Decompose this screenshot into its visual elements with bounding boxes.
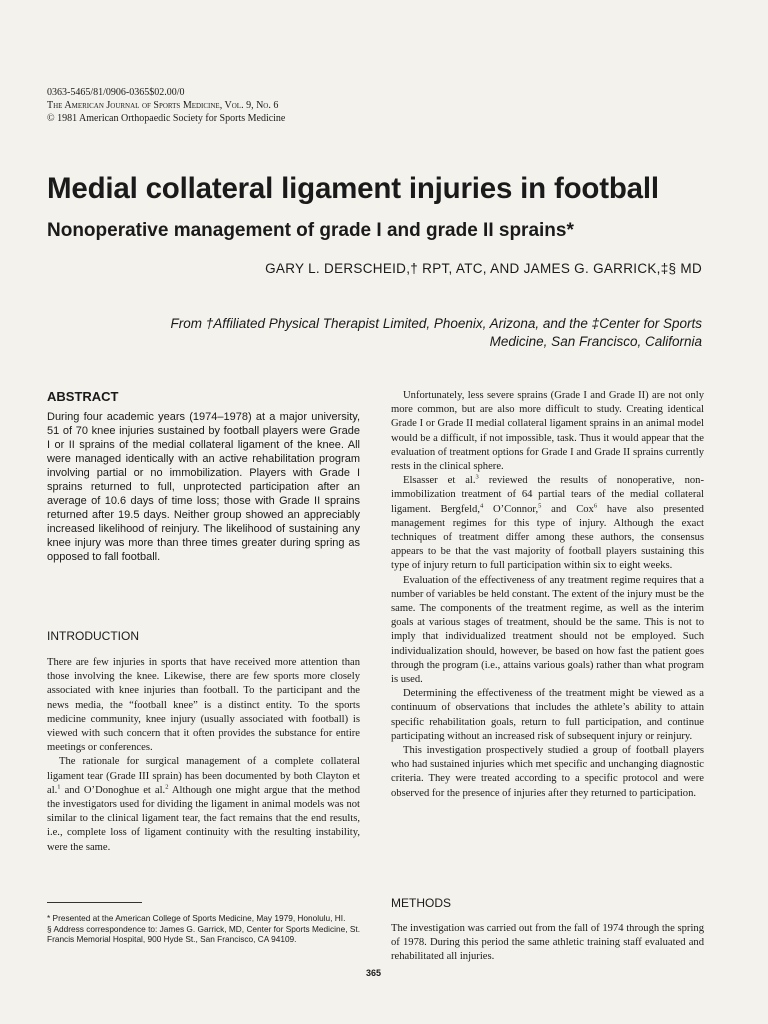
affiliation-line-2: Medicine, San Francisco, California xyxy=(489,334,702,349)
journal-header xyxy=(47,86,285,125)
reference-marker: 3 xyxy=(475,473,479,481)
footnote-1: * Presented at the American College of Sports Medicine, May 1979, Honolulu, HI. xyxy=(47,913,346,923)
intro-paragraph-1: There are few injuries in sports that have received more attention than those involving the knee. Likewise, there are few sports more closely associated with knee injuries than football. To the participant and the news media, the “football knee” is a distinct entity. To the sports medicine community, knee injury (usually associated with football) is viewed with such concern that it often provides the substance for entire meetings or conferences. xyxy=(47,657,360,754)
article-subtitle: Nonoperative management of grade I and grade II sprains* xyxy=(47,220,574,241)
methods-body xyxy=(391,922,704,965)
right-paragraph-2: Elsasser et al.$^3$ reviewed the results of nonoperative, non-immobilization treatment of 64 partial tears of the medial collateral ligament. Bergfeld,$^4$ O’Connor,$^5$ and Cox$^6$ have also presented management regimes for this type of injury. Although the exact techniques of treatment differ among these authors, the consensus appears to be that the vast majority of football players sustaining this type of injury return to full participation within six to eight weeks. xyxy=(391,473,704,572)
methods-heading: METHODS xyxy=(391,896,451,910)
journal-line: The American Journal of Sports Medicine, Vol. 9, No. 6 xyxy=(47,100,279,111)
affiliation xyxy=(47,315,702,351)
page-number: 365 xyxy=(366,968,382,978)
copyright-line: © 1981 American Orthopaedic Society for Sports Medicine xyxy=(47,113,286,124)
introduction-heading: INTRODUCTION xyxy=(47,629,139,643)
reference-marker: 4 xyxy=(479,502,484,510)
authors: GARY L. DERSCHEID,† RPT, ATC, AND JAMES G. GARRICK,‡§ MD xyxy=(265,261,702,276)
methods-paragraph-1: The investigation was carried out from the fall of 1974 through the spring of 1978. During this period the same athletic training staff evaluated and rehabilitated all injuries. xyxy=(391,923,704,963)
article-title: Medial collateral ligament injuries in football xyxy=(47,172,659,205)
right-paragraph-3: Evaluation of the effectiveness of any treatment regime requires that a number of variables be held constant. The extent of the injury must be the same. The components of the treatment regime, as well as the interim goals at various stages of treatment, should be the same. This is not to imply that individualized treatment should not be employed. Such individualization should, however, be based on how fast the patient goes through the program (i.e., attains various goals) rather than what program is used. xyxy=(391,574,704,686)
abstract-text: During four academic years (1974–1978) at a major university, 51 of 70 knee injuries sustained by football players were Grade I or II sprains of the medial collateral ligament of the knee. All were managed identically with an active rehabilitation program involving partial or no immobilization. Players with Grade I sprains returned to full, unprotected participation after an average of 10.6 days of time loss; those with Grade II sprains returned after 19.5 days. Neither group showed an appreciably increased likelihood of reinjury. The likelihood of sustaining any knee injury was more than three times greater during spring as opposed to fall football. xyxy=(47,411,360,563)
introduction-body xyxy=(47,656,360,855)
footnote-divider xyxy=(47,902,142,903)
reference-marker: 6 xyxy=(593,502,598,510)
intro-paragraph-2: The rationale for surgical management of a complete collateral ligament tear (Grade III sprain) has been documented by both Clayton et al.$^1$ and O’Donoghue et al.$^2$ Although one might argue that the method the investigators used for dividing the ligament in animal models was not similar to the clinical ligament tear, the fact remains that the end results, i.e., complete loss of ligament continuity with the resulting instability, were the same. xyxy=(47,756,360,853)
footnotes xyxy=(47,913,360,945)
right-paragraph-5: This investigation prospectively studied a group of football players who had sustained injuries which met specific and unchanging diagnostic criteria. They were treated according to a specific protocol and were observed for the presence of injuries after they returned to participation. xyxy=(391,745,704,799)
right-paragraph-4: Determining the effectiveness of the treatment might be viewed as a continuum of observations that includes the athlete’s ability to attain specific rehabilitation goals, return to full participation, and continue participating without an increased risk of subsequent injury or reinjury. xyxy=(391,688,704,742)
abstract-heading: ABSTRACT xyxy=(47,389,119,404)
affiliation-line-1: From †Affiliated Physical Therapist Limited, Phoenix, Arizona, and the ‡Center for Sports xyxy=(170,316,702,331)
reference-marker: 1 xyxy=(57,783,61,791)
footnote-2: § Address correspondence to: James G. Garrick, MD, Center for Sports Medicine, St. Francis Memorial Hospital, 900 Hyde St., San Francisco, CA 94109. xyxy=(47,923,360,944)
right-column-body xyxy=(391,389,704,801)
right-paragraph-1: Unfortunately, less severe sprains (Grade I and Grade II) are not only more common, but are also more difficult to study. Creating identical Grade I or Grade II medial collateral ligament sprains in an animal model would be a difficult, if not impossible, task. Thus it would appear that the evaluation of treatment options for Grade I and Grade II sprains currently rests in the clinical sphere. xyxy=(391,390,704,473)
reference-marker: 2 xyxy=(165,783,169,791)
reference-marker: 5 xyxy=(538,502,542,510)
doc-code: 0363-5465/81/0906-0365$02.00/0 xyxy=(47,87,185,98)
